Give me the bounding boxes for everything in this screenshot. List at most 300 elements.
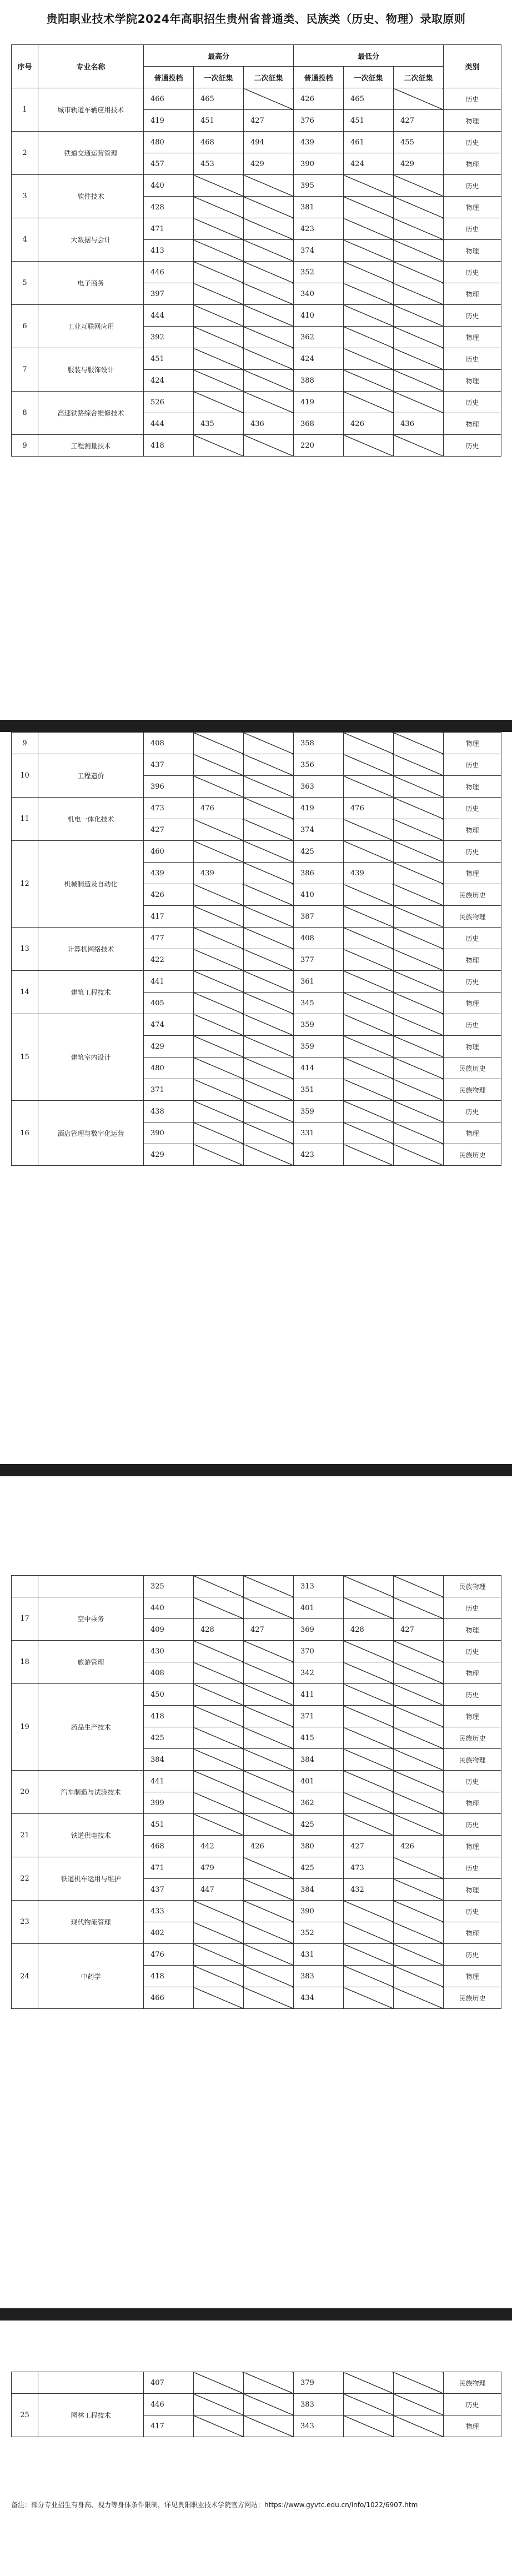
min-first-cell: 473 bbox=[344, 1857, 394, 1879]
max-second-cell bbox=[244, 1814, 294, 1836]
min-regular-cell: 369 bbox=[294, 1619, 344, 1641]
min-regular-cell: 374 bbox=[294, 819, 344, 841]
category-cell: 历史 bbox=[444, 435, 501, 457]
max-first-cell bbox=[194, 1684, 244, 1706]
major-cell: 软件技术 bbox=[38, 175, 144, 218]
min-first-cell bbox=[344, 1079, 394, 1101]
min-regular-cell: 313 bbox=[294, 1576, 344, 1597]
min-regular-cell: 363 bbox=[294, 776, 344, 798]
max-first-cell bbox=[194, 819, 244, 841]
min-second-cell bbox=[394, 993, 444, 1014]
max-second-cell bbox=[244, 841, 294, 863]
min-second-cell bbox=[394, 841, 444, 863]
min-first-cell bbox=[344, 2394, 394, 2415]
max-regular-cell: 429 bbox=[144, 1144, 194, 1166]
max-first-cell bbox=[194, 283, 244, 305]
max-regular-cell: 425 bbox=[144, 1727, 194, 1749]
min-second-cell bbox=[394, 1857, 444, 1879]
max-first-cell bbox=[194, 197, 244, 218]
max-regular-cell: 428 bbox=[144, 197, 194, 218]
max-second-cell bbox=[244, 1792, 294, 1814]
max-regular-cell: 429 bbox=[144, 1036, 194, 1058]
seq-cell: 2 bbox=[12, 132, 38, 175]
table-row bbox=[12, 435, 501, 457]
min-second-cell: 436 bbox=[394, 413, 444, 435]
max-second-cell bbox=[244, 906, 294, 928]
max-second-cell bbox=[244, 754, 294, 776]
seq-cell: 1 bbox=[12, 88, 38, 132]
min-second-cell bbox=[394, 1792, 444, 1814]
max-regular-cell: 446 bbox=[144, 2394, 194, 2415]
max-regular-cell: 477 bbox=[144, 928, 194, 949]
major-cell: 酒店管理与数字化运营 bbox=[38, 1101, 144, 1166]
max-first-cell bbox=[194, 1144, 244, 1166]
max-second-cell bbox=[244, 1987, 294, 2009]
min-regular-cell: 383 bbox=[294, 1966, 344, 1987]
table-row bbox=[12, 971, 501, 993]
table-row bbox=[12, 1684, 501, 1706]
max-second-cell bbox=[244, 392, 294, 413]
min-regular-cell: 359 bbox=[294, 1036, 344, 1058]
min-first-cell: 451 bbox=[344, 110, 394, 132]
min-regular-cell: 425 bbox=[294, 1857, 344, 1879]
max-first-cell: 468 bbox=[194, 132, 244, 153]
max-first-cell bbox=[194, 1706, 244, 1727]
max-first-cell bbox=[194, 1792, 244, 1814]
min-regular-cell: 343 bbox=[294, 2415, 344, 2437]
max-regular-cell: 526 bbox=[144, 392, 194, 413]
min-regular-cell: 352 bbox=[294, 262, 344, 283]
min-second-cell bbox=[394, 776, 444, 798]
max-second-cell: 427 bbox=[244, 1619, 294, 1641]
max-first-cell bbox=[194, 305, 244, 327]
max-second-cell bbox=[244, 1706, 294, 1727]
seq-cell bbox=[12, 1576, 38, 1597]
max-regular-cell: 444 bbox=[144, 413, 194, 435]
max-first-cell bbox=[194, 1966, 244, 1987]
min-first-cell bbox=[344, 327, 394, 348]
min-regular-cell: 401 bbox=[294, 1597, 344, 1619]
min-second-cell bbox=[394, 971, 444, 993]
max-regular-cell: 427 bbox=[144, 819, 194, 841]
max-first-cell bbox=[194, 733, 244, 754]
category-cell: 物理 bbox=[444, 1619, 501, 1641]
category-cell: 历史 bbox=[444, 798, 501, 819]
max-first-cell bbox=[194, 754, 244, 776]
min-second-cell bbox=[394, 1814, 444, 1836]
seq-cell: 9 bbox=[12, 435, 38, 457]
min-first-cell bbox=[344, 1014, 394, 1036]
major-cell: 旅游管理 bbox=[38, 1641, 144, 1684]
major-cell: 空中乘务 bbox=[38, 1597, 144, 1641]
max-regular-cell: 325 bbox=[144, 1576, 194, 1597]
max-regular-cell: 433 bbox=[144, 1901, 194, 1922]
max-first-cell bbox=[194, 348, 244, 370]
min-first-cell bbox=[344, 819, 394, 841]
max-first-cell: 435 bbox=[194, 413, 244, 435]
category-cell: 历史 bbox=[444, 841, 501, 863]
header-min-group: 最低分 bbox=[294, 45, 444, 67]
min-regular-cell: 423 bbox=[294, 218, 344, 240]
table-row bbox=[12, 1641, 501, 1662]
max-second-cell bbox=[244, 1879, 294, 1901]
category-cell: 民族历史 bbox=[444, 1727, 501, 1749]
seq-cell: 17 bbox=[12, 1597, 38, 1641]
max-first-cell bbox=[194, 1576, 244, 1597]
max-regular-cell: 422 bbox=[144, 949, 194, 971]
seq-cell: 23 bbox=[12, 1901, 38, 1944]
max-first-cell bbox=[194, 370, 244, 392]
footnote: 备注：部分专业招生有身高、视力等身体条件限制，详见贵阳职业技术学院官方网站：https://www.gyvtc.edu.cn/info/1022/6907.htm bbox=[11, 2501, 418, 2509]
max-regular-cell: 457 bbox=[144, 153, 194, 175]
max-first-cell bbox=[194, 993, 244, 1014]
max-second-cell bbox=[244, 971, 294, 993]
major-cell: 建筑工程技术 bbox=[38, 971, 144, 1014]
max-first-cell bbox=[194, 1597, 244, 1619]
max-regular-cell: 417 bbox=[144, 2415, 194, 2437]
min-first-cell bbox=[344, 1771, 394, 1792]
major-cell: 铁道供电技术 bbox=[38, 1814, 144, 1857]
page-divider bbox=[0, 2308, 512, 2321]
min-regular-cell: 359 bbox=[294, 1101, 344, 1122]
min-regular-cell: 415 bbox=[294, 1727, 344, 1749]
max-regular-cell: 439 bbox=[144, 863, 194, 884]
max-second-cell bbox=[244, 1901, 294, 1922]
min-first-cell: 432 bbox=[344, 1879, 394, 1901]
max-regular-cell: 390 bbox=[144, 1122, 194, 1144]
max-second-cell bbox=[244, 1922, 294, 1944]
table-row bbox=[12, 2372, 501, 2394]
header-row bbox=[12, 45, 501, 67]
category-cell: 民族物理 bbox=[444, 906, 501, 928]
table-row bbox=[12, 928, 501, 949]
min-regular-cell: 423 bbox=[294, 1144, 344, 1166]
max-regular-cell: 392 bbox=[144, 327, 194, 348]
category-cell: 历史 bbox=[444, 1771, 501, 1792]
max-second-cell bbox=[244, 2415, 294, 2437]
min-regular-cell: 424 bbox=[294, 348, 344, 370]
max-regular-cell: 471 bbox=[144, 1857, 194, 1879]
page-divider bbox=[0, 720, 512, 732]
seq-cell: 19 bbox=[12, 1684, 38, 1771]
min-first-cell: 461 bbox=[344, 132, 394, 153]
category-cell: 物理 bbox=[444, 949, 501, 971]
max-first-cell bbox=[194, 1922, 244, 1944]
max-second-cell bbox=[244, 197, 294, 218]
max-regular-cell: 450 bbox=[144, 1684, 194, 1706]
max-first-cell bbox=[194, 1771, 244, 1792]
max-regular-cell: 371 bbox=[144, 1079, 194, 1101]
max-second-cell bbox=[244, 435, 294, 457]
max-first-cell bbox=[194, 1901, 244, 1922]
page-4 bbox=[0, 2321, 512, 2576]
category-cell: 历史 bbox=[444, 1901, 501, 1922]
category-cell: 物理 bbox=[444, 283, 501, 305]
table-row bbox=[12, 754, 501, 776]
max-second-cell bbox=[244, 1771, 294, 1792]
category-cell: 物理 bbox=[444, 1879, 501, 1901]
min-second-cell bbox=[394, 1144, 444, 1166]
category-cell: 物理 bbox=[444, 819, 501, 841]
min-second-cell bbox=[394, 240, 444, 262]
category-cell: 物理 bbox=[444, 370, 501, 392]
admission-table-page-2 bbox=[11, 732, 501, 1166]
category-cell: 历史 bbox=[444, 88, 501, 110]
max-regular-cell: 405 bbox=[144, 993, 194, 1014]
min-first-cell bbox=[344, 733, 394, 754]
major-cell bbox=[38, 2372, 144, 2394]
max-second-cell bbox=[244, 1857, 294, 1879]
category-cell: 历史 bbox=[444, 1101, 501, 1122]
min-second-cell bbox=[394, 1597, 444, 1619]
max-second-cell bbox=[244, 262, 294, 283]
category-cell: 物理 bbox=[444, 197, 501, 218]
max-regular-cell: 417 bbox=[144, 906, 194, 928]
seq-cell: 11 bbox=[12, 798, 38, 841]
min-regular-cell: 358 bbox=[294, 733, 344, 754]
min-regular-cell: 362 bbox=[294, 1792, 344, 1814]
max-second-cell bbox=[244, 1662, 294, 1684]
seq-cell: 13 bbox=[12, 928, 38, 971]
max-first-cell bbox=[194, 776, 244, 798]
max-first-cell: 428 bbox=[194, 1619, 244, 1641]
major-cell: 现代物流管理 bbox=[38, 1901, 144, 1944]
min-second-cell bbox=[394, 262, 444, 283]
max-first-cell bbox=[194, 2394, 244, 2415]
max-regular-cell: 437 bbox=[144, 1879, 194, 1901]
table-row bbox=[12, 88, 501, 110]
min-second-cell bbox=[394, 283, 444, 305]
min-first-cell bbox=[344, 1101, 394, 1122]
min-first-cell bbox=[344, 370, 394, 392]
min-regular-cell: 384 bbox=[294, 1749, 344, 1771]
header-category: 类别 bbox=[444, 45, 501, 88]
max-second-cell bbox=[244, 928, 294, 949]
min-second-cell bbox=[394, 1749, 444, 1771]
min-regular-cell: 374 bbox=[294, 240, 344, 262]
max-first-cell bbox=[194, 2372, 244, 2394]
min-first-cell bbox=[344, 949, 394, 971]
table-row bbox=[12, 1901, 501, 1922]
min-second-cell bbox=[394, 1879, 444, 1901]
min-regular-cell: 434 bbox=[294, 1987, 344, 2009]
max-second-cell bbox=[244, 283, 294, 305]
min-second-cell bbox=[394, 1641, 444, 1662]
min-first-cell bbox=[344, 971, 394, 993]
min-second-cell bbox=[394, 1684, 444, 1706]
category-cell: 历史 bbox=[444, 1944, 501, 1966]
category-cell: 物理 bbox=[444, 993, 501, 1014]
max-first-cell: 439 bbox=[194, 863, 244, 884]
max-regular-cell: 444 bbox=[144, 305, 194, 327]
category-cell: 物理 bbox=[444, 1922, 501, 1944]
category-cell: 民族历史 bbox=[444, 1144, 501, 1166]
max-second-cell: 494 bbox=[244, 132, 294, 153]
min-first-cell bbox=[344, 1966, 394, 1987]
min-second-cell bbox=[394, 819, 444, 841]
min-first-cell bbox=[344, 1749, 394, 1771]
max-second-cell bbox=[244, 819, 294, 841]
min-second-cell bbox=[394, 798, 444, 819]
max-regular-cell: 408 bbox=[144, 1662, 194, 1684]
max-regular-cell: 424 bbox=[144, 370, 194, 392]
category-cell: 历史 bbox=[444, 1641, 501, 1662]
seq-cell bbox=[12, 2372, 38, 2394]
min-second-cell: 427 bbox=[394, 1619, 444, 1641]
max-regular-cell: 480 bbox=[144, 132, 194, 153]
min-first-cell bbox=[344, 218, 394, 240]
min-first-cell bbox=[344, 1792, 394, 1814]
max-second-cell bbox=[244, 798, 294, 819]
max-first-cell bbox=[194, 1058, 244, 1079]
max-second-cell bbox=[244, 1727, 294, 1749]
min-second-cell bbox=[394, 1101, 444, 1122]
seq-cell: 8 bbox=[12, 392, 38, 435]
max-second-cell bbox=[244, 949, 294, 971]
category-cell: 物理 bbox=[444, 1836, 501, 1857]
max-first-cell bbox=[194, 1749, 244, 1771]
min-first-cell bbox=[344, 392, 394, 413]
category-cell: 历史 bbox=[444, 1684, 501, 1706]
page-3 bbox=[0, 1476, 512, 2308]
min-first-cell: 439 bbox=[344, 863, 394, 884]
category-cell: 物理 bbox=[444, 776, 501, 798]
min-second-cell bbox=[394, 392, 444, 413]
min-regular-cell: 359 bbox=[294, 1014, 344, 1036]
max-second-cell bbox=[244, 1966, 294, 1987]
max-first-cell: 451 bbox=[194, 110, 244, 132]
min-regular-cell: 345 bbox=[294, 993, 344, 1014]
admission-table-page-3 bbox=[11, 1575, 501, 2009]
category-cell: 民族历史 bbox=[444, 1987, 501, 2009]
category-cell: 物理 bbox=[444, 1036, 501, 1058]
min-regular-cell: 395 bbox=[294, 175, 344, 197]
category-cell: 物理 bbox=[444, 413, 501, 435]
seq-cell: 25 bbox=[12, 2394, 38, 2437]
min-second-cell bbox=[394, 1122, 444, 1144]
seq-cell: 15 bbox=[12, 1014, 38, 1101]
max-first-cell bbox=[194, 327, 244, 348]
max-second-cell bbox=[244, 733, 294, 754]
min-second-cell bbox=[394, 1922, 444, 1944]
max-first-cell bbox=[194, 1727, 244, 1749]
major-cell: 药品生产技术 bbox=[38, 1684, 144, 1771]
min-second-cell bbox=[394, 2372, 444, 2394]
max-first-cell: 476 bbox=[194, 798, 244, 819]
max-regular-cell: 474 bbox=[144, 1014, 194, 1036]
table-row bbox=[12, 2394, 501, 2415]
min-first-cell bbox=[344, 305, 394, 327]
max-second-cell bbox=[244, 305, 294, 327]
max-first-cell bbox=[194, 2415, 244, 2437]
min-second-cell: 426 bbox=[394, 1836, 444, 1857]
min-regular-cell: 387 bbox=[294, 906, 344, 928]
min-first-cell bbox=[344, 435, 394, 457]
max-second-cell bbox=[244, 1597, 294, 1619]
min-regular-cell: 331 bbox=[294, 1122, 344, 1144]
min-regular-cell: 384 bbox=[294, 1879, 344, 1901]
min-second-cell bbox=[394, 1966, 444, 1987]
min-first-cell bbox=[344, 262, 394, 283]
major-cell bbox=[38, 1576, 144, 1597]
seq-cell: 5 bbox=[12, 262, 38, 305]
max-regular-cell: 397 bbox=[144, 283, 194, 305]
min-second-cell bbox=[394, 1662, 444, 1684]
category-cell: 历史 bbox=[444, 1597, 501, 1619]
max-regular-cell: 440 bbox=[144, 1597, 194, 1619]
min-regular-cell: 408 bbox=[294, 928, 344, 949]
category-cell: 民族物理 bbox=[444, 1576, 501, 1597]
category-cell: 历史 bbox=[444, 175, 501, 197]
min-first-cell: 426 bbox=[344, 413, 394, 435]
min-regular-cell: 220 bbox=[294, 435, 344, 457]
min-first-cell bbox=[344, 1727, 394, 1749]
category-cell: 历史 bbox=[444, 1014, 501, 1036]
seq-cell: 3 bbox=[12, 175, 38, 218]
max-first-cell: 465 bbox=[194, 88, 244, 110]
min-regular-cell: 370 bbox=[294, 1641, 344, 1662]
min-second-cell bbox=[394, 733, 444, 754]
admission-table-page-1 bbox=[11, 44, 501, 457]
major-cell: 工业互联网应用 bbox=[38, 305, 144, 348]
header-second: 二次征集 bbox=[394, 67, 444, 88]
min-first-cell bbox=[344, 884, 394, 906]
min-regular-cell: 401 bbox=[294, 1771, 344, 1792]
seq-cell: 7 bbox=[12, 348, 38, 392]
max-second-cell bbox=[244, 327, 294, 348]
min-second-cell bbox=[394, 928, 444, 949]
max-first-cell bbox=[194, 1662, 244, 1684]
min-first-cell: 427 bbox=[344, 1836, 394, 1857]
min-second-cell bbox=[394, 2394, 444, 2415]
min-regular-cell: 425 bbox=[294, 1814, 344, 1836]
min-regular-cell: 371 bbox=[294, 1706, 344, 1727]
category-cell: 历史 bbox=[444, 132, 501, 153]
max-regular-cell: 466 bbox=[144, 88, 194, 110]
category-cell: 物理 bbox=[444, 863, 501, 884]
table-row bbox=[12, 1576, 501, 1597]
major-cell bbox=[38, 733, 144, 754]
category-cell: 物理 bbox=[444, 327, 501, 348]
seq-cell: 16 bbox=[12, 1101, 38, 1166]
major-cell: 园林工程技术 bbox=[38, 2394, 144, 2437]
max-regular-cell: 384 bbox=[144, 1749, 194, 1771]
min-second-cell bbox=[394, 1706, 444, 1727]
category-cell: 历史 bbox=[444, 928, 501, 949]
category-cell: 物理 bbox=[444, 240, 501, 262]
document-title: 贵阳职业技术学院2024年高职招生贵州省普通类、民族类（历史、物理）录取原则 bbox=[46, 12, 466, 26]
category-cell: 历史 bbox=[444, 1857, 501, 1879]
min-regular-cell: 340 bbox=[294, 283, 344, 305]
min-second-cell bbox=[394, 1036, 444, 1058]
major-cell: 电子商务 bbox=[38, 262, 144, 305]
min-first-cell bbox=[344, 283, 394, 305]
max-regular-cell: 451 bbox=[144, 348, 194, 370]
category-cell: 历史 bbox=[444, 305, 501, 327]
min-second-cell bbox=[394, 754, 444, 776]
min-first-cell bbox=[344, 1036, 394, 1058]
table-row bbox=[12, 1944, 501, 1966]
max-first-cell bbox=[194, 1944, 244, 1966]
min-regular-cell: 383 bbox=[294, 2394, 344, 2415]
max-first-cell: 453 bbox=[194, 153, 244, 175]
seq-cell: 20 bbox=[12, 1771, 38, 1814]
max-first-cell bbox=[194, 884, 244, 906]
min-second-cell bbox=[394, 1727, 444, 1749]
min-second-cell: 429 bbox=[394, 153, 444, 175]
min-second-cell bbox=[394, 1901, 444, 1922]
max-first-cell bbox=[194, 262, 244, 283]
